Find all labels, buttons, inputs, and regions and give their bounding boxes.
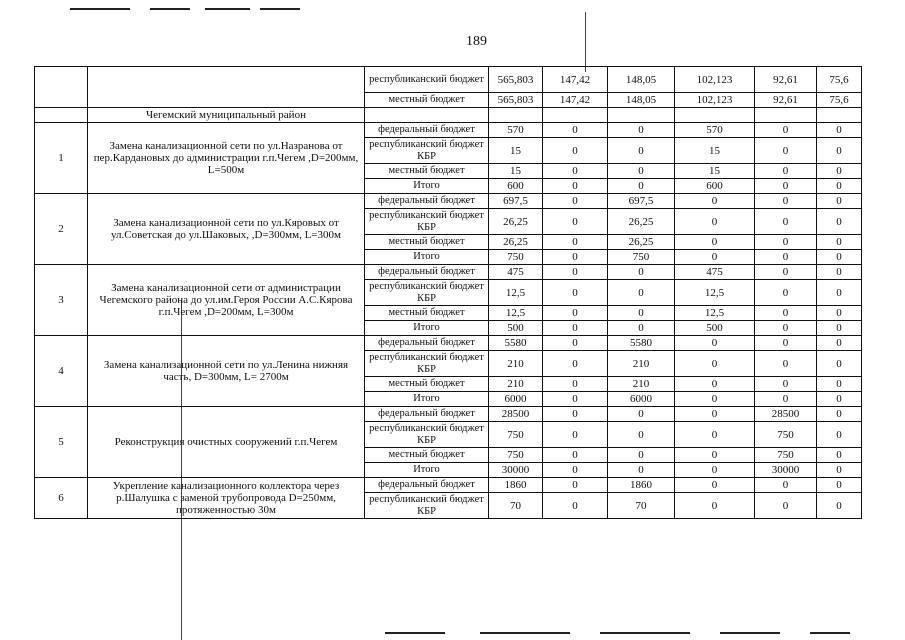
empty-cell	[543, 108, 608, 123]
table-row	[35, 478, 862, 493]
value-cell-total: 6000	[489, 392, 543, 407]
value-cell-y3: 570	[675, 123, 755, 138]
budget-source-cell: местный бюджет	[365, 93, 489, 108]
value-cell-y4: 0	[755, 493, 817, 519]
value-cell-y2: 0	[608, 138, 675, 164]
value-cell-y2: 0	[608, 123, 675, 138]
value-cell-y2: 148,05	[608, 93, 675, 108]
budget-source-cell: федеральный бюджет	[365, 194, 489, 209]
project-name: Замена канализационной сети по ул.Кяровых от ул.Советская до ул.Шаковых, ,D=300мм, L=300м	[88, 194, 365, 265]
project-name-cell	[88, 67, 365, 108]
district-title: Чегемский муниципальный район	[88, 108, 365, 123]
table-row	[35, 265, 862, 280]
value-cell-y4: 0	[755, 351, 817, 377]
table-row	[35, 67, 862, 93]
value-cell-y4: 0	[755, 194, 817, 209]
value-cell-y3: 0	[675, 351, 755, 377]
budget-source-cell: республиканский бюджет КБР	[365, 493, 489, 519]
value-cell-y5: 0	[817, 138, 862, 164]
budget-source-cell: республиканский бюджет КБР	[365, 351, 489, 377]
value-cell-y4: 0	[755, 250, 817, 265]
page-number: 189	[466, 34, 487, 49]
value-cell-y4: 0	[755, 138, 817, 164]
value-cell-y4: 28500	[755, 407, 817, 422]
value-cell-y4: 750	[755, 448, 817, 463]
scan-line	[585, 12, 586, 72]
value-cell-y4: 0	[755, 478, 817, 493]
value-cell-y2: 0	[608, 422, 675, 448]
value-cell-total: 30000	[489, 463, 543, 478]
value-cell-y2: 26,25	[608, 235, 675, 250]
value-cell-y2: 26,25	[608, 209, 675, 235]
project-number: 2	[35, 194, 88, 265]
value-cell-total: 750	[489, 448, 543, 463]
budget-source-cell: федеральный бюджет	[365, 478, 489, 493]
value-cell-y5: 0	[817, 377, 862, 392]
value-cell-y1: 0	[543, 179, 608, 194]
num-cell	[35, 108, 88, 123]
project-name: Реконструкция очистных сооружений г.п.Чегем	[88, 407, 365, 478]
value-cell-y4: 0	[755, 392, 817, 407]
scan-mark	[70, 8, 130, 10]
value-cell-y4: 0	[755, 123, 817, 138]
value-cell-y3: 600	[675, 179, 755, 194]
value-cell-y5: 0	[817, 493, 862, 519]
project-number: 4	[35, 336, 88, 407]
value-cell-y5: 0	[817, 336, 862, 351]
budget-source-cell: местный бюджет	[365, 377, 489, 392]
value-cell-total: 500	[489, 321, 543, 336]
value-cell-y2: 148,05	[608, 67, 675, 93]
value-cell-y3: 0	[675, 392, 755, 407]
value-cell-y2: 0	[608, 179, 675, 194]
value-cell-y3: 0	[675, 235, 755, 250]
value-cell-y4: 30000	[755, 463, 817, 478]
value-cell-y3: 0	[675, 422, 755, 448]
project-name: Замена канализационной сети по ул.Назранова от пер.Кардановых до администрации г.п.Чегем ,D=200мм, L=500м	[88, 123, 365, 194]
scan-mark	[810, 632, 850, 634]
value-cell-total: 210	[489, 351, 543, 377]
value-cell-y3: 0	[675, 250, 755, 265]
budget-source-cell: местный бюджет	[365, 448, 489, 463]
num-cell	[35, 67, 88, 108]
budget-source-cell: Итого	[365, 321, 489, 336]
value-cell-y4: 0	[755, 306, 817, 321]
value-cell-y1: 147,42	[543, 67, 608, 93]
value-cell-y5: 0	[817, 321, 862, 336]
value-cell-y1: 147,42	[543, 93, 608, 108]
value-cell-total: 600	[489, 179, 543, 194]
value-cell-y1: 0	[543, 392, 608, 407]
value-cell-total: 12,5	[489, 306, 543, 321]
value-cell-total: 26,25	[489, 235, 543, 250]
empty-cell	[675, 108, 755, 123]
value-cell-y5: 0	[817, 463, 862, 478]
value-cell-y5: 0	[817, 392, 862, 407]
empty-cell	[489, 108, 543, 123]
budget-source-cell: федеральный бюджет	[365, 407, 489, 422]
value-cell-y4: 0	[755, 265, 817, 280]
value-cell-y5: 75,6	[817, 93, 862, 108]
value-cell-y1: 0	[543, 463, 608, 478]
value-cell-y1: 0	[543, 235, 608, 250]
value-cell-total: 15	[489, 138, 543, 164]
budget-source-cell: федеральный бюджет	[365, 265, 489, 280]
budget-source-cell: республиканский бюджет КБР	[365, 138, 489, 164]
value-cell-y5: 0	[817, 422, 862, 448]
scan-mark	[600, 632, 690, 634]
value-cell-y3: 0	[675, 377, 755, 392]
value-cell-y5: 0	[817, 164, 862, 179]
value-cell-y5: 0	[817, 123, 862, 138]
value-cell-y4: 92,61	[755, 93, 817, 108]
project-number: 3	[35, 265, 88, 336]
value-cell-y5: 0	[817, 407, 862, 422]
value-cell-y1: 0	[543, 422, 608, 448]
budget-source-cell: Итого	[365, 250, 489, 265]
value-cell-y3: 15	[675, 164, 755, 179]
empty-cell	[755, 108, 817, 123]
value-cell-y2: 5580	[608, 336, 675, 351]
budget-source-cell: местный бюджет	[365, 164, 489, 179]
value-cell-y2: 697,5	[608, 194, 675, 209]
project-number: 1	[35, 123, 88, 194]
value-cell-y3: 0	[675, 336, 755, 351]
project-name: Замена канализационной сети по ул.Ленина нижняя часть, D=300мм, L= 2700м	[88, 336, 365, 407]
value-cell-y1: 0	[543, 321, 608, 336]
value-cell-y4: 0	[755, 336, 817, 351]
value-cell-total: 15	[489, 164, 543, 179]
value-cell-total: 5580	[489, 336, 543, 351]
value-cell-y3: 102,123	[675, 93, 755, 108]
value-cell-total: 750	[489, 250, 543, 265]
value-cell-y5: 0	[817, 250, 862, 265]
value-cell-y3: 0	[675, 463, 755, 478]
budget-table	[34, 66, 862, 519]
scan-mark	[385, 632, 445, 634]
value-cell-total: 565,803	[489, 93, 543, 108]
value-cell-y3: 102,123	[675, 67, 755, 93]
value-cell-y2: 0	[608, 463, 675, 478]
value-cell-y5: 0	[817, 179, 862, 194]
value-cell-y4: 0	[755, 235, 817, 250]
budget-source-cell: республиканский бюджет	[365, 67, 489, 93]
value-cell-y2: 0	[608, 164, 675, 179]
value-cell-y2: 0	[608, 280, 675, 306]
value-cell-y3: 0	[675, 448, 755, 463]
value-cell-y5: 0	[817, 209, 862, 235]
project-name: Замена канализационной сети от администрации Чегемского района до ул.им.Героя России А.С.Кярова г.п.Чегем ,D=200мм, L=300м	[88, 265, 365, 336]
budget-source-cell: федеральный бюджет	[365, 336, 489, 351]
value-cell-y4: 0	[755, 209, 817, 235]
value-cell-y3: 0	[675, 407, 755, 422]
value-cell-total: 70	[489, 493, 543, 519]
value-cell-y1: 0	[543, 138, 608, 164]
value-cell-y3: 475	[675, 265, 755, 280]
value-cell-y5: 0	[817, 280, 862, 306]
value-cell-y3: 12,5	[675, 280, 755, 306]
budget-source-cell: Итого	[365, 392, 489, 407]
budget-source-cell: республиканский бюджет КБР	[365, 422, 489, 448]
value-cell-y1: 0	[543, 407, 608, 422]
value-cell-y1: 0	[543, 478, 608, 493]
value-cell-y4: 0	[755, 321, 817, 336]
scan-mark	[720, 632, 780, 634]
table-row	[35, 407, 862, 422]
empty-cell	[365, 108, 489, 123]
value-cell-y3: 12,5	[675, 306, 755, 321]
value-cell-total: 475	[489, 265, 543, 280]
value-cell-y2: 0	[608, 306, 675, 321]
scan-mark	[150, 8, 190, 10]
budget-source-cell: Итого	[365, 463, 489, 478]
value-cell-y5: 0	[817, 265, 862, 280]
value-cell-y4: 92,61	[755, 67, 817, 93]
budget-source-cell: федеральный бюджет	[365, 123, 489, 138]
value-cell-total: 26,25	[489, 209, 543, 235]
value-cell-y1: 0	[543, 265, 608, 280]
value-cell-y3: 0	[675, 478, 755, 493]
value-cell-y1: 0	[543, 123, 608, 138]
budget-source-cell: местный бюджет	[365, 306, 489, 321]
value-cell-y5: 0	[817, 478, 862, 493]
value-cell-y2: 0	[608, 448, 675, 463]
value-cell-y1: 0	[543, 377, 608, 392]
value-cell-y2: 0	[608, 321, 675, 336]
value-cell-y1: 0	[543, 280, 608, 306]
value-cell-y1: 0	[543, 194, 608, 209]
value-cell-y5: 0	[817, 351, 862, 377]
value-cell-y1: 0	[543, 336, 608, 351]
scan-mark	[205, 8, 250, 10]
value-cell-y2: 0	[608, 407, 675, 422]
value-cell-y2: 70	[608, 493, 675, 519]
value-cell-y1: 0	[543, 306, 608, 321]
value-cell-y3: 0	[675, 194, 755, 209]
value-cell-y3: 0	[675, 493, 755, 519]
value-cell-total: 565,803	[489, 67, 543, 93]
value-cell-total: 750	[489, 422, 543, 448]
empty-cell	[608, 108, 675, 123]
value-cell-y1: 0	[543, 493, 608, 519]
value-cell-y1: 0	[543, 209, 608, 235]
budget-source-cell: местный бюджет	[365, 235, 489, 250]
value-cell-y1: 0	[543, 250, 608, 265]
value-cell-total: 28500	[489, 407, 543, 422]
value-cell-y5: 0	[817, 235, 862, 250]
budget-source-cell: республиканский бюджет КБР	[365, 209, 489, 235]
value-cell-y5: 0	[817, 448, 862, 463]
table-row	[35, 123, 862, 138]
value-cell-y2: 750	[608, 250, 675, 265]
value-cell-y2: 210	[608, 377, 675, 392]
value-cell-y3: 500	[675, 321, 755, 336]
empty-cell	[817, 108, 862, 123]
value-cell-y1: 0	[543, 448, 608, 463]
value-cell-y4: 0	[755, 377, 817, 392]
value-cell-total: 570	[489, 123, 543, 138]
value-cell-y4: 0	[755, 164, 817, 179]
value-cell-y5: 0	[817, 194, 862, 209]
value-cell-y4: 750	[755, 422, 817, 448]
value-cell-y2: 210	[608, 351, 675, 377]
value-cell-y2: 6000	[608, 392, 675, 407]
project-number: 5	[35, 407, 88, 478]
scan-mark	[260, 8, 300, 10]
value-cell-y2: 1860	[608, 478, 675, 493]
value-cell-total: 210	[489, 377, 543, 392]
project-number: 6	[35, 478, 88, 519]
project-name: Укрепление канализационного коллектора через р.Шалушка с заменой трубопровода D=250мм, протяженностью 30м	[88, 478, 365, 519]
table-row	[35, 194, 862, 209]
value-cell-y1: 0	[543, 351, 608, 377]
value-cell-total: 1860	[489, 478, 543, 493]
budget-source-cell: Итого	[365, 179, 489, 194]
value-cell-y5: 0	[817, 306, 862, 321]
value-cell-y2: 0	[608, 265, 675, 280]
district-row	[35, 108, 862, 123]
value-cell-y5: 75,6	[817, 67, 862, 93]
table-row	[35, 336, 862, 351]
value-cell-y4: 0	[755, 179, 817, 194]
value-cell-y1: 0	[543, 164, 608, 179]
value-cell-total: 12,5	[489, 280, 543, 306]
budget-source-cell: республиканский бюджет КБР	[365, 280, 489, 306]
scan-mark	[480, 632, 570, 634]
value-cell-y3: 15	[675, 138, 755, 164]
value-cell-total: 697,5	[489, 194, 543, 209]
value-cell-y3: 0	[675, 209, 755, 235]
value-cell-y4: 0	[755, 280, 817, 306]
